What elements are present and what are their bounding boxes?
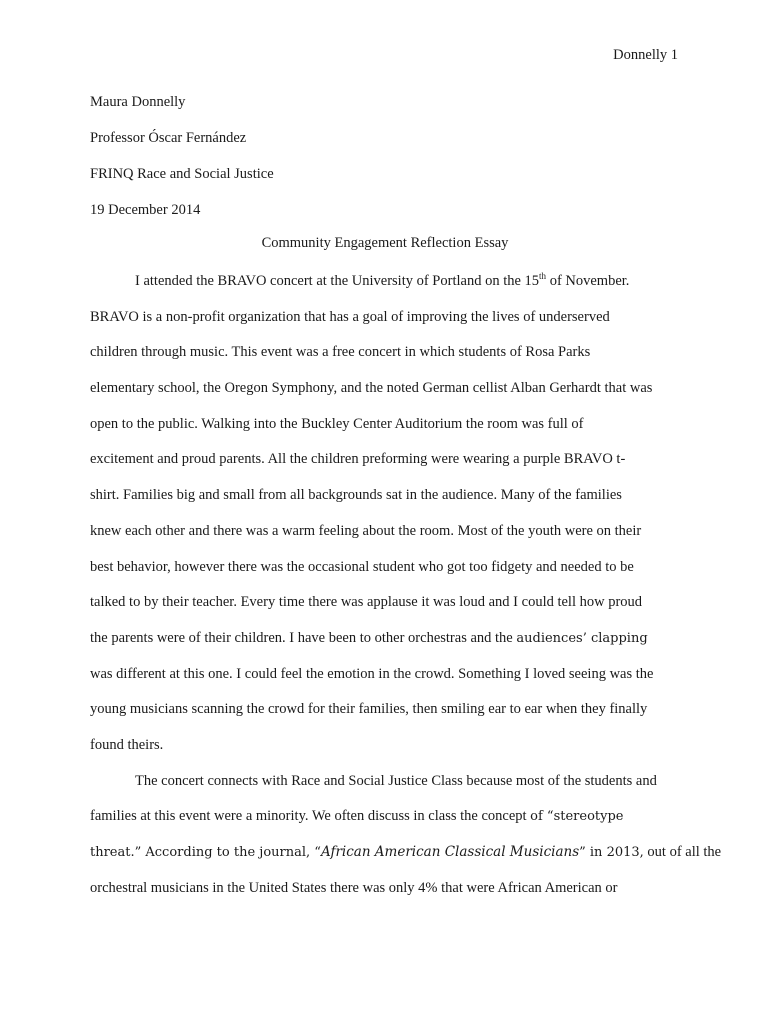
- author-name: Maura Donnelly: [90, 94, 186, 110]
- text-run: families at this event were a minority. We often discuss in class the concept: [90, 808, 531, 825]
- paragraph-line: The concert connects with Race and Social Justice Class because most of the students and: [135, 772, 657, 789]
- text-run: I attended the BRAVO concert at the University of Portland on the 15: [135, 273, 540, 289]
- text-run: of November.: [546, 273, 630, 289]
- paragraph-line: shirt. Families big and small from all backgrounds sat in the audience. Many of the families: [90, 487, 622, 504]
- paragraph-line: knew each other and there was a warm feeling about the room. Most of the youth were on their: [90, 522, 642, 539]
- paragraph-line: children through music. This event was a free concert in which students of Rosa Parks: [90, 344, 591, 361]
- text-run: threat.” According to the journal, “: [90, 845, 321, 860]
- paragraph-line: excitement and proud parents. All the children preforming were wearing a purple BRAVO t-: [90, 451, 626, 468]
- paragraph-line: talked to by their teacher. Every time there was applause it was loud and I could tell how proud: [90, 594, 643, 611]
- text-run: audiences’ clapping: [516, 630, 648, 646]
- paragraph-line: [90, 839, 722, 875]
- heading-block: [90, 91, 680, 235]
- journal-title: African American Classical Musicians: [320, 844, 580, 860]
- professor-name: Professor Óscar Fernández: [90, 130, 247, 146]
- paragraph-line: elementary school, the Oregon Symphony, and the noted German cellist Alban Gerhardt that was: [90, 380, 653, 397]
- text-run: of “stereotype: [530, 809, 624, 825]
- ordinal-suffix: th: [539, 271, 547, 281]
- paragraph-line: found theirs.: [90, 736, 164, 753]
- paragraph-line: [90, 803, 680, 839]
- paragraph-line: orchestral musicians in the United States there was only 4% that were African American or: [90, 879, 618, 896]
- paragraph-line: open to the public. Walking into the Buckley Center Auditorium the room was full of: [90, 415, 584, 432]
- essay-date: 19 December 2014: [90, 202, 201, 218]
- paragraph-line: young musicians scanning the crowd for their families, then smiling ear to ear when they finally: [90, 701, 648, 718]
- text-run: out of all the: [643, 844, 722, 860]
- essay-body: [90, 268, 722, 910]
- running-head: Donnelly 1: [613, 47, 678, 63]
- paragraph-line: [90, 268, 680, 304]
- text-run: ” in 2013,: [579, 845, 644, 860]
- paragraph-line: was different at this one. I could feel the emotion in the crowd. Something I loved seeing was the: [90, 665, 654, 682]
- course-name: FRINQ Race and Social Justice: [90, 166, 274, 182]
- paragraph-line: BRAVO is a non-profit organization that has a goal of improving the lives of underserved: [90, 308, 610, 325]
- paragraph-line: [90, 625, 680, 661]
- paragraph-line: best behavior, however there was the occasional student who got too fidgety and needed to be: [90, 558, 634, 575]
- essay-title: Community Engagement Reflection Essay: [261, 235, 509, 251]
- text-run: the parents were of their children. I have been to other orchestras and the: [90, 629, 517, 646]
